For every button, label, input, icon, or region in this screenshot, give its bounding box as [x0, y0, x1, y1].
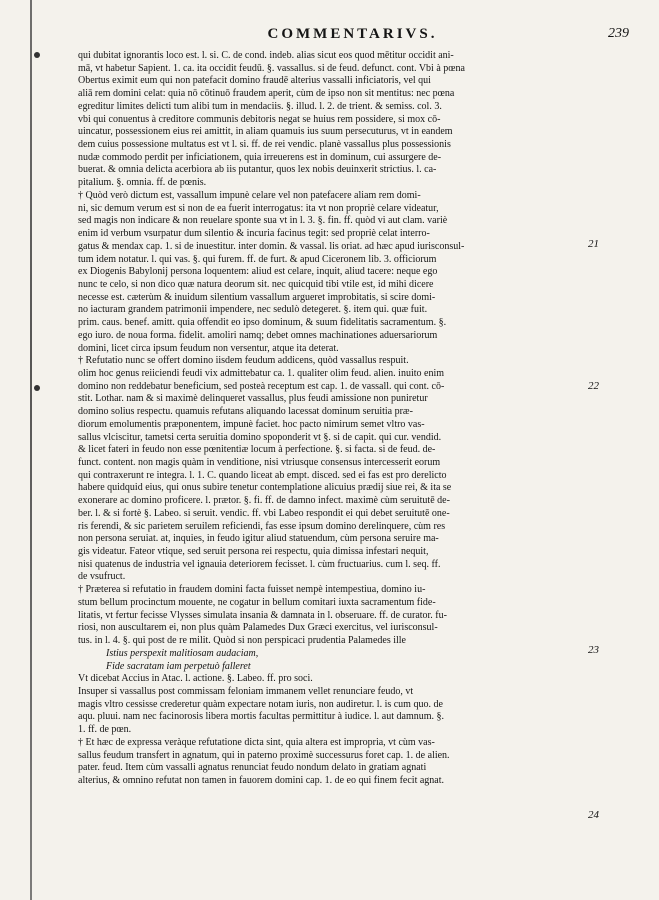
page-header	[70, 26, 635, 48]
text-line: nudæ commodo perdit per inficiationem, quia irreuerens est in dominum, cui assurgere de-	[78, 151, 442, 163]
scan-speck	[34, 385, 40, 391]
text-line: tus. in l. 4. §. qui post de re milit. Quòd si non perspicaci prudentia Palamedes ille	[78, 635, 406, 647]
commentary-text	[78, 50, 580, 788]
text-line: sallus feudum transfert in agnatum, qui in paterno proximè successurus foret cap. 1. de alien.	[78, 749, 450, 761]
margin-number: 24	[588, 809, 599, 821]
text-line: ris ferendi, & sic parietem seruilem reficiendi, fas esse ipsum domino derelinquere, cùm res	[78, 520, 446, 532]
running-title: COMMENTARIVS.	[267, 26, 438, 42]
text-line: ni, sic demum verum est si non de ea fuerit interrogatus: ita vt non propriè celare videatur,	[78, 202, 439, 214]
text-line: magis vltro cessisse crederetur quàm expectare notam iuris, non audiretur. l. is cum quo. de	[78, 698, 443, 710]
text-line: pater. feud. Item cùm vassalli agnatus renunciat feudo nondum delato in gratiam agnati	[78, 762, 427, 774]
text-line: diorum emolumentis præponentem, impunè faciet. hoc pacto nimirum semet vltro vas-	[78, 418, 425, 430]
text-line: ber. l. & si fortè §. Labeo. si seruit. vendic. ff. vbi Labeo respondit ei qui debet seruitutē one-	[78, 507, 450, 519]
text-line: domino solius respectu. quamuis refutans aliquando lacessat dominum seruitia præ-	[78, 406, 413, 418]
text-line: buerat. & omnia delicta acerbiora ab iis putantur, quos lex nobis deuinxerit strictius. l. ca-	[78, 164, 437, 176]
text-line: dem cuius possessione multatus est vt l. si. ff. de rei vendic. planè vassallus plus possessionis	[78, 139, 451, 151]
text-line: ex Diogenis Babylonij persona loquentem: aliud est celare, inquit, aliud tacere: neque ego	[78, 266, 438, 278]
margin-number: 22	[588, 380, 599, 392]
margin-number: 23	[588, 644, 599, 656]
text-line: non persona seruiat. at, inquies, in feudo igitur aliud statuendum, cùm persona seruire ma-	[78, 533, 439, 545]
text-line: stit. Lothar. nam & si maximè delinqueret vassallus, plus feudi amissione non puniretur	[78, 393, 428, 405]
text-line: sed magis non indicare & non reuelare sponte sua vt in l. 3. §. fin. ff. quòd vi aut clam. variè	[78, 215, 448, 227]
text-line: habere quidquid eius, qui onus subire tenetur contemplatione alicuius prædij siue rei, & ita se	[78, 482, 452, 494]
verse-line: Fide sacratam iam perpetuò falleret	[106, 660, 251, 672]
text-line: prim. caus. benef. amitt. quia offendit eo ipso dominum, & suum fidelitatis sacramentum. §.	[78, 317, 447, 329]
text-line: litatis, vt fertur fecisse Vlysses simulata insania & damnata in l. obseruare. ff. de curator. fu-	[78, 609, 447, 621]
text-line: ego iuro. de noua forma. fidelit. amoliri namq; debet omnes machinationes aduersariorum	[78, 329, 438, 341]
text-line: funct. content. non magis quàm in venditione, nisi vtriusque consensus intercesserit eorum	[78, 457, 441, 468]
scan-speck	[34, 52, 40, 58]
text-line: pitalium. §. omnia. ff. de pœnis.	[78, 177, 207, 189]
text-line: no iacturam grandem patrimonii impendere, nec sedulò detegeret. §. item qui. quæ fuit.	[78, 304, 428, 316]
text-line: stum bellum procinctum mouente, ne cogatur in bellum comitari iuxta sacramentum fide-	[78, 596, 436, 608]
text-line: qui dubitat ignorantis loco est. l. si. C. de cond. indeb. alias sicut eos quod mētitur occidit ani-	[78, 50, 454, 61]
text-line: † Et hæc de expressa veràque refutatione dicta sint, quia altera est impropria, vt cùm vas-	[78, 736, 435, 748]
text-line: de vsufruct.	[78, 571, 126, 583]
verse-line: Istius perspexit malitiosam audaciam,	[106, 647, 259, 659]
text-line: Obertus eximit eum qui non patefacit domino fraudē alterius vassalli inficiatoris, vel qui	[78, 75, 431, 87]
text-line: riosi, non auscultarem ei, non plus quàm Palamedes Dux Græci exercitus, vel iurisconsul-	[78, 622, 438, 634]
text-line: aqu. pluui. nam nec facinorosis libera mortis facultas permittitur à iudice. l. aut damnum. §.	[78, 711, 445, 723]
text-line: † Quòd verò dictum est, vassallum impunè celare vel non patefacere aliam rem domi-	[78, 189, 421, 201]
text-line: sallus vlciscitur, tametsi certa seruitia domino spoponderit vt §. si de capit. qui cur. vendid.	[78, 431, 442, 443]
text-line: gis videatur. Fateor vtique, sed seruit persona rei respectu, quia dimissa infestari nequit,	[78, 546, 429, 558]
text-line: † Præterea si refutatio in fraudem domini facta fuisset nempè intempestiua, domino iu-	[78, 584, 426, 596]
text-line: vbi qui conuentus à creditore communis debitoris negat se huius rem possidere, si mox cō-	[78, 113, 441, 125]
text-line: necesse est. cæterùm & inuidum silentium vassallum argueret improbitatis, si scire domi-	[78, 291, 436, 303]
text-line: qui contraxerunt re integra. l. 1. C. quando liceat ab empt. disced. sed ei fas est pro derelicto	[78, 469, 447, 481]
text-line: alterius, & omnino refutat non tamen in fauorem domini cap. 1. de eo qui finem fecit agnat.	[78, 774, 445, 786]
page-gutter-edge	[30, 0, 32, 900]
text-line: † Refutatio nunc se offert domino iisdem feudum addicens, quòd vassallus respuit.	[78, 355, 409, 367]
text-line: Vt dicebat Accius in Atac. l. actione. §. Labeo. ff. pro soci.	[78, 673, 313, 685]
text-line: egreditur limites delicti tum alibi tum in mendaciis. §. illud. l. 2. de trient. & semiss. col. 3.	[78, 100, 442, 112]
margin-number: 21	[588, 238, 599, 250]
text-line: 1. ff. de pœn.	[78, 724, 132, 736]
text-line: tum idem notatur. l. qui vas. §. qui furem. ff. de furt. & apud Ciceronem lib. 3. officiorum	[78, 253, 437, 265]
text-line: nisi quatenus de industria vel ignauia deteriorem fecisset. l. cùm fructuarius. cum l. seq. ff.	[78, 558, 441, 570]
text-line: domini, licet circa ipsum feudum non versentur, atque ita deterat.	[78, 342, 339, 354]
text-line: exonerare ac domino proficere. l. prætor. §. fi. ff. de damno infect. maximè cùm seruitutē de-	[78, 495, 450, 507]
text-line: Insuper si vassallus post commissam feloniam immanem vellet renunciare feudo, vt	[78, 685, 414, 697]
page-number: 239	[608, 26, 629, 41]
text-line: mā, vt habetur Sapient. 1. ca. ita occidit feudū. §. vassallus. si de feud. defunct. cont. Vbi à pœna	[78, 62, 465, 74]
text-line: uincatur, possessionem eius rei amittit, in aliam quamuis ius suum persecuturus, vt in eandem	[78, 126, 453, 138]
text-line: & licet fateri in feudo non esse pœnitentiæ locum à perfectione. §. si facta. si de feud. de-	[78, 444, 436, 456]
text-line: olim hoc genus reiiciendi feudi vix admittebatur ca. 1. qualiter olim feud. alien. inuito enim	[78, 367, 445, 379]
text-line: domino non reddebatur beneficium, sed posteà receptum est cap. 1. de vassall. qui cont. cō-	[78, 380, 445, 392]
text-line: gatus & mendax cap. 1. si de inuestitur. inter domin. & vassal. lis oriat. ad hæc apud iurisconsul-	[78, 240, 465, 252]
text-line: nunc te celo, si non dico quæ natura deorum sit. nec quicquid tibi vtile est, id mihi dicere	[78, 278, 434, 290]
text-line: aliā rem domini celat: quia nō cōtinuō fraudem aperit, cùm de ipso non sit mentitus: nec pœna	[78, 88, 455, 100]
text-line: enim id verbum vsurpatur dum silentio & incuria facinus tegit: sed propriè celat interro-	[78, 228, 430, 240]
